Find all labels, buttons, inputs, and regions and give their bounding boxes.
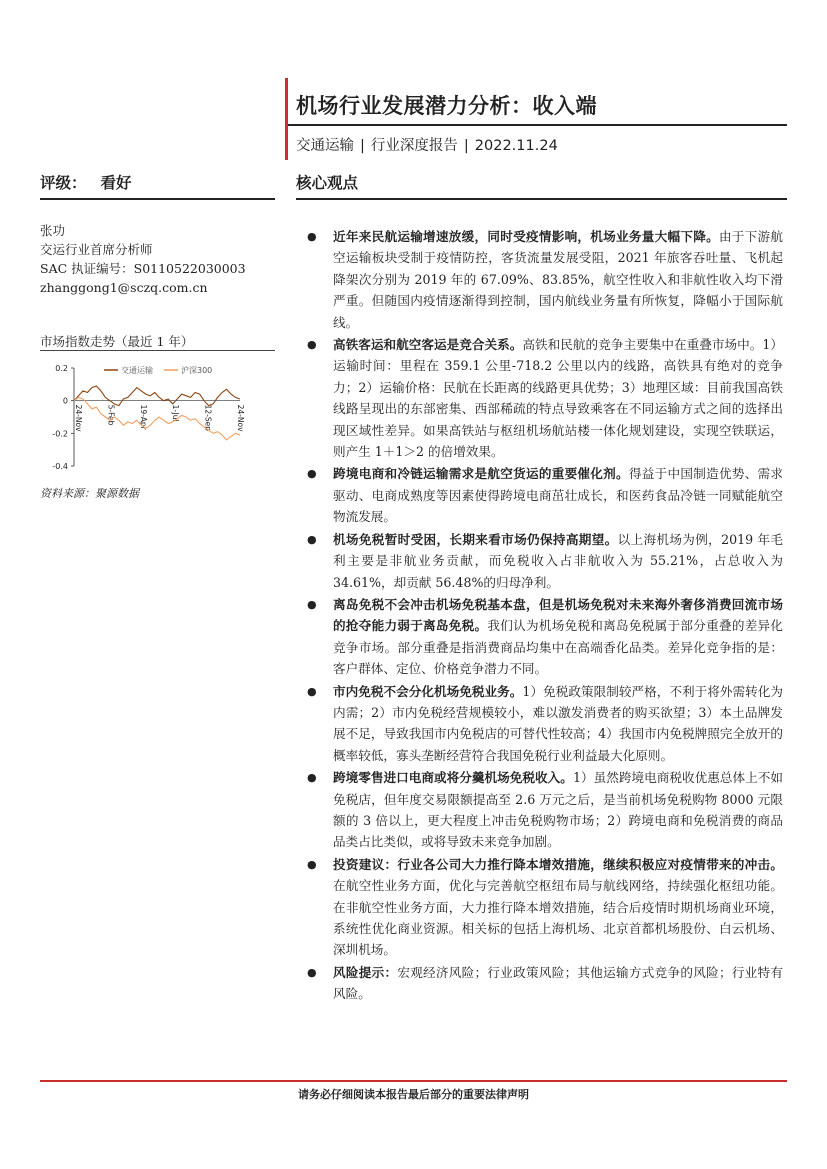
bullet-text: 得益于中国制造优势、需求驱动、电商成熟度等因素使得跨境电商茁壮成长，和医药食品冷链一同赋能航空物流发展。 bbox=[333, 466, 784, 525]
bullet-dot-icon: ● bbox=[307, 467, 317, 481]
bullet-heading: 风险提示： bbox=[333, 964, 398, 980]
bullet-heading: 跨境电商和冷链运输需求是航空货运的重要催化剂。 bbox=[333, 466, 629, 482]
bullet-heading: 跨境零售进口电商或将分羹机场免税收入。 bbox=[333, 770, 573, 786]
report-meta bbox=[296, 134, 558, 155]
market-index-chart bbox=[40, 356, 275, 476]
left-divider bbox=[40, 198, 275, 200]
bullet-heading: 机场免税暂时受困，长期来看市场仍保持高期望。 bbox=[333, 531, 618, 547]
analyst-email[interactable]: zhanggong1@sczq.com.cn bbox=[40, 280, 208, 295]
bullet-item bbox=[305, 767, 783, 853]
x-tick-label: 5-Feb bbox=[106, 404, 116, 426]
x-tick-label: 1-Jul bbox=[171, 404, 181, 422]
x-tick-label: 24-Nov bbox=[74, 404, 83, 432]
bullet-text: 1）虽然跨境电商税收优惠总体上不如免税店，但年度交易限额提高至 2.6 万元之后，是当前机场免税购物 8000 元限额的 3 倍以上，更大程度上冲击免税购物市场；2）跨境电商和免税消费的商品品类占比类似，或将导致未来竞争加剧。 bbox=[333, 770, 784, 850]
bullet-dot-icon: ● bbox=[307, 965, 317, 979]
bullet-text: 我们认为机场免税和离岛免税属于部分重叠的差异化竞争市场。部分重叠是指消费商品均集中在高端香化品类。差异化竞争指的是：客户群体、定位、价格竞争潜力不同。 bbox=[333, 618, 784, 677]
right-divider bbox=[296, 198, 787, 200]
bullet-dot-icon: ● bbox=[307, 338, 317, 352]
rating-value: 看好 bbox=[100, 174, 132, 192]
page-title: 机场行业发展潜力分析：收入端 bbox=[296, 94, 597, 118]
bullet-dot-icon: ● bbox=[307, 684, 317, 698]
bullet-item bbox=[305, 529, 783, 593]
bullet-dot-icon: ● bbox=[307, 532, 317, 546]
core-view-list bbox=[305, 226, 783, 1006]
analyst-info bbox=[40, 221, 246, 297]
bullet-text: 在航空性业务方面，优化与完善航空枢纽布局与航线网络，持续强化枢纽功能。在非航空性业务方面，大力推行降本增效措施，结合后疫情时期机场商业环境，系统性优化商业资源。相关标的包括上海机场、北京首都机场股份、白云机场、深圳机场。 bbox=[333, 878, 783, 958]
analyst-name: 张功 bbox=[40, 223, 66, 238]
meta-separator: | bbox=[463, 138, 469, 154]
y-tick-label: -0.2 bbox=[52, 429, 68, 439]
bullet-item bbox=[305, 226, 783, 333]
footer-divider bbox=[40, 1080, 787, 1082]
bullet-heading: 离岛免税不会冲击机场免税基本盘，但是机场免税对未来海外奢侈消费回流市场的抢夺能力弱于离岛免税。 bbox=[333, 596, 783, 634]
legend-label: 沪深300 bbox=[181, 366, 213, 375]
bullet-item bbox=[305, 681, 783, 767]
x-tick-label: 24-Nov bbox=[236, 404, 245, 432]
series-line bbox=[74, 386, 240, 406]
bullet-text: 以上海机场为例，2019 年毛利主要是非航业务贡献，而免税收入占非航收入为 55.21%，占总收入为 34.61%，却贡献 56.48%的归母净利。 bbox=[333, 531, 784, 590]
title-divider bbox=[288, 124, 787, 126]
bullet-item bbox=[305, 463, 783, 527]
x-tick-label: 19-Apr bbox=[138, 404, 148, 430]
bullet-dot-icon: ● bbox=[307, 597, 317, 611]
y-tick-label: 0 bbox=[62, 396, 68, 406]
bullet-heading: 市内免税不会分化机场免税业务。 bbox=[333, 683, 523, 699]
chart-title: 市场指数走势（最近 1 年） bbox=[40, 334, 194, 349]
chart-svg bbox=[40, 356, 275, 476]
bullet-heading: 投资建议：行业各公司大力推行降本增效措施，继续积极应对疫情带来的冲击。 bbox=[333, 856, 783, 872]
report-date: 2022.11.24 bbox=[474, 138, 558, 154]
report-type-label: 行业深度报告 bbox=[370, 138, 458, 154]
chart-divider bbox=[40, 350, 275, 351]
core-view-heading: 核心观点 bbox=[296, 174, 359, 192]
bullet-heading: 高铁客运和航空客运是竞合关系。 bbox=[333, 337, 523, 353]
bullet-text: 宏观经济风险；行业政策风险；其他运输方式竞争的风险；行业特有风险。 bbox=[333, 964, 784, 1002]
y-tick-label: 0.2 bbox=[55, 364, 68, 373]
series-line bbox=[74, 397, 240, 440]
legal-notice: 请务必仔细阅读本报告最后部分的重要法律声明 bbox=[298, 1088, 529, 1101]
bullet-dot-icon: ● bbox=[307, 857, 317, 871]
analyst-title: 交运行业首席分析师 bbox=[40, 242, 153, 257]
bullet-item bbox=[305, 962, 783, 1005]
bullet-dot-icon: ● bbox=[307, 230, 317, 243]
rating bbox=[40, 171, 132, 193]
y-tick-label: -0.4 bbox=[52, 462, 68, 471]
x-tick-label: 12-Sep bbox=[203, 404, 213, 432]
bullet-text: 高铁和民航的竞争主要集中在重叠市场中。1）运输时间：里程在 359.1 公里-718.2 公里以内的线路，高铁具有绝对的竞争力；2）运输价格：民航在长距离的线路更具优势；3）地理区域：目前我国高铁线路呈现出的东部密集、西部稀疏的特点导致乘客在不同运输方式之间的选择出现区域性差异。如果高铁站与枢纽机场航站楼一体化规划建设，实现空铁联运，则产生 1＋1＞2 的倍增效果。 bbox=[333, 337, 783, 460]
title-accent-bar bbox=[285, 78, 288, 160]
bullet-item bbox=[305, 334, 783, 462]
bullet-item bbox=[305, 594, 783, 680]
industry-label: 交通运输 bbox=[296, 138, 354, 154]
chart-source: 资料来源：聚源数据 bbox=[40, 487, 139, 500]
bullet-text: 1）免税政策限制较严格，不利于将外需转化为内需；2）市内免税经营规模较小，难以激发消费者的购买欲望；3）本土品牌发展不足，导致我国市内免税店的可替代性较高；4）我国市内免税牌照完全放开的概率较低，寡头垄断经营符合我国免税行业利益最大化原则。 bbox=[333, 683, 783, 763]
bullet-item bbox=[305, 854, 783, 961]
bullet-heading: 近年来民航运输增速放缓，同时受疫情影响，机场业务量大幅下降。 bbox=[333, 229, 719, 244]
bullet-dot-icon: ● bbox=[307, 771, 317, 785]
legend-label: 交通运输 bbox=[121, 366, 153, 375]
meta-separator: | bbox=[360, 138, 365, 154]
bullet-text: 由于下游航空运输板块受制于疫情防控，客货流量发展受阻，2021 年旅客吞吐量、飞机起降架次分别为 2019 年的 67.09%、83.85%，航空性收入和非航性收入均下滑严重。但随国内疫情逐渐得到控制，国内航线业务量有所恢复，降幅小于国际航线。 bbox=[333, 229, 784, 330]
analyst-license: SAC 执证编号：S0110522030003 bbox=[40, 261, 246, 276]
rating-label: 评级： bbox=[40, 174, 87, 192]
